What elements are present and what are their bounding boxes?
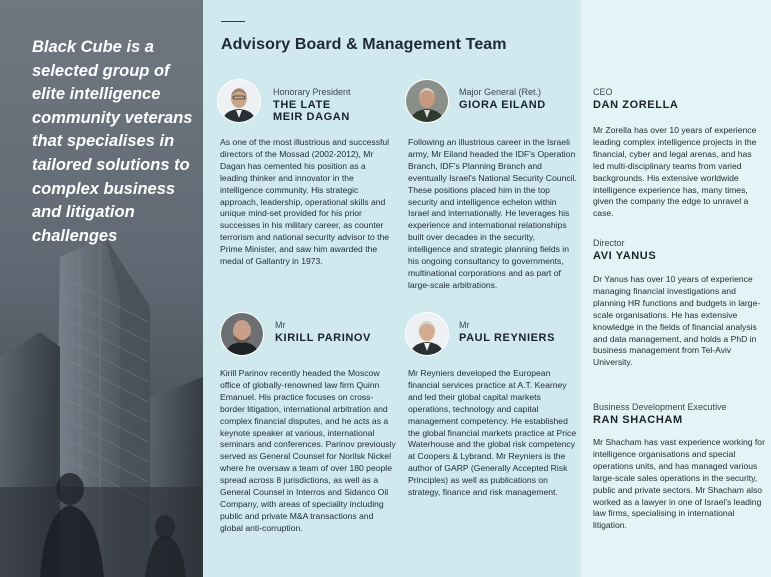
portrait-avatar (405, 79, 449, 123)
person-name: KIRILL PARINOV (275, 332, 371, 344)
person-bio: As one of the most illustrious and successful directors of the Mossad (2002-2012), Mr Dagan has cemented his position as a leading thinker and innovator in the intelligence community. His strategic approach, leadership, operational skills and unique mind-set provided for his prior successes in his military career, as counter terrorism and national security advisor to the Prime Minister, and saw him awarded the medal of Gallantry in 1973. (220, 137, 390, 267)
person-bio: Kirill Parinov recently headed the Moscow office of globally-renowned law firm Quinn Emanuel. His practice focuses on cross-border litigation, international arbitration and complex financial disputes, and he acts as a keynote speaker at various, international seminars and conferences. Parinov previously served as General Counsel for Norilsk Nickel where he oversaw a team of over 180 people spread across 8 jurisdictions, as well as a General Counsel in Interros and Sidanco Oil Company, with areas of speciality including public and private M&A transactions and global anti-corruption. (220, 368, 396, 533)
team-name: RAN SHACHAM (593, 414, 683, 426)
team-role: CEO (593, 87, 613, 97)
title-rule (221, 21, 245, 22)
tagline: Black Cube is a selected group of elite intelligence community veterans that specialises in tailored solutions to complex business and litigation challenges (32, 38, 193, 245)
person-title: Honorary President (273, 87, 351, 97)
person-name-line2: MEIR DAGAN (273, 111, 350, 123)
portrait-avatar (220, 312, 264, 356)
person-title: Major General (Ret.) (459, 87, 542, 97)
team-bio: Mr Zorella has over 10 years of experience leading complex intelligence projects in the financial, cyber and legal arenas, and has led multi-disciplinary teams from varied backgrounds. His extensive worldwide intelligence experience has, many times, given the company the edge to unravel a case. (593, 125, 757, 219)
team-name: DAN ZORELLA (593, 99, 679, 111)
team-name: AVI YANUS (593, 250, 657, 262)
cover-photo-panel (0, 0, 203, 577)
team-bio: Mr Shacham has vast experience working for intelligence organisations and special operations units, and has managed various large-scale sales operations in the security, public and private sectors. Mr Shacham also worked as a lawyer in one of Israel's leading law firms, specialising in international litigation. (593, 437, 765, 531)
person-bio: Following an illustrious career in the Israeli army, Mr Eiland headed the IDF's Operation Branch, IDF's Planning Branch and eventually Israel's National Security Council. These positions placed him in the top security and intelligence echelon within Israel and internationally. He leverages his experience and international relationships built over decades in the security, intelligence and strategic planning fields in his ongoing consultancy to governments, multinational corporations and as part of large-scale arbitrations. (408, 137, 577, 290)
page-title: Advisory Board & Management Team (221, 36, 507, 53)
portrait-avatar (405, 312, 449, 356)
person-name: THE LATE (273, 99, 331, 111)
team-bio: Dr Yanus has over 10 years of experience managing financial investigations and planning HR functions and budgets in large-scale organisations. He has extensive knowledge in the fields of financial analysis and data management, and holds a PhD in business management from Tel-Aviv University. (593, 274, 761, 368)
person-name: PAUL REYNIERS (459, 332, 556, 344)
management-team-column (581, 0, 771, 577)
advisory-board-section (203, 0, 581, 577)
city-skyline-image (0, 237, 203, 577)
team-role: Business Development Executive (593, 402, 727, 412)
person-name: GIORA EILAND (459, 99, 546, 111)
team-role: Director (593, 238, 625, 248)
person-title: Mr (459, 320, 470, 330)
portrait-avatar (217, 79, 261, 123)
person-bio: Mr Reyniers developed the European financial services practice at A.T. Kearney and led their global capital markets operations, technology and capital management competency. He established the global financial markets practice at Price Waterhouse and the global risk competency at Coopers & Lybrand. Mr Reyniers is the author of GARP (Generally Accepted Risk Principles) as well as publications on strategy, finance and risk management. (408, 368, 577, 498)
person-title: Mr (275, 320, 286, 330)
